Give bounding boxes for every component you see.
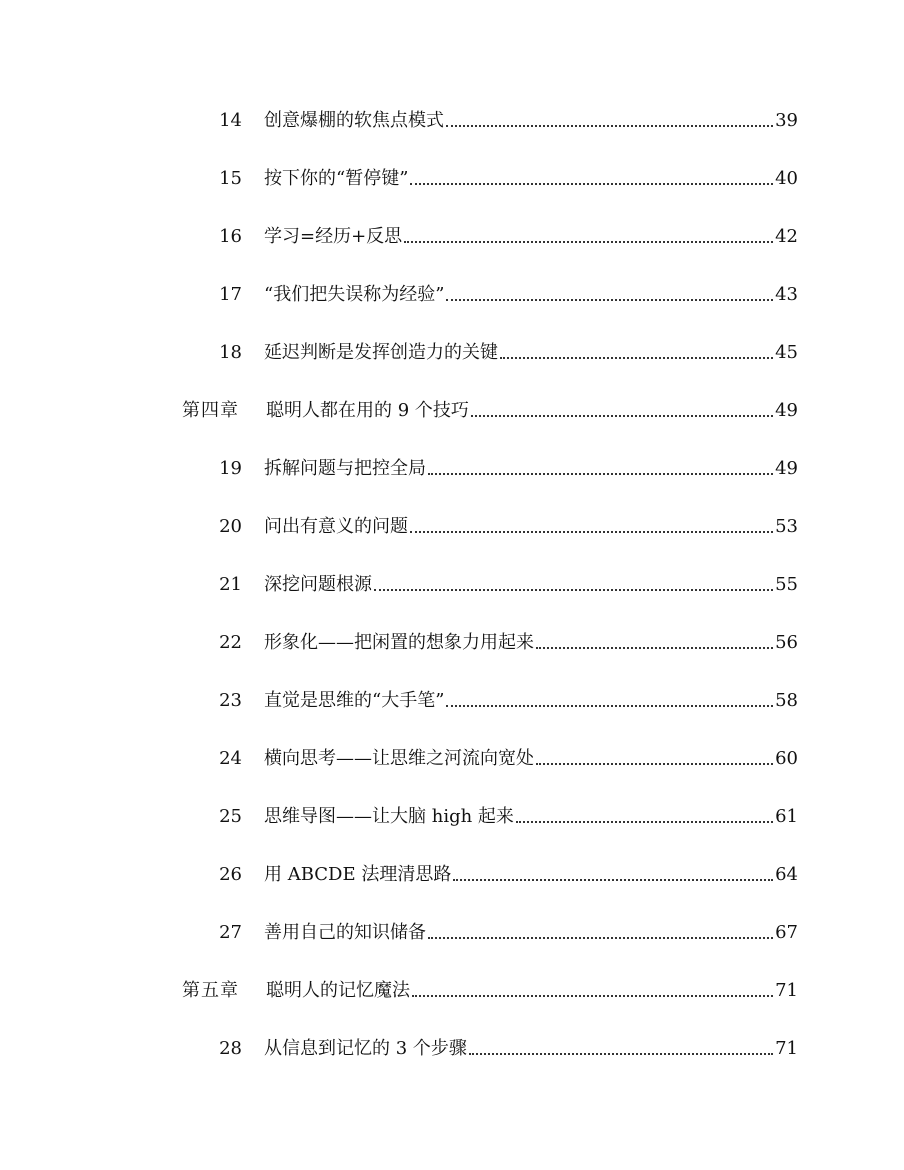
page-number: 49 xyxy=(775,400,798,421)
toc-section-row[interactable] xyxy=(182,276,798,306)
page-number: 39 xyxy=(775,110,798,131)
dot-leader xyxy=(410,183,773,185)
dot-leader xyxy=(374,589,773,591)
page-number: 49 xyxy=(775,458,798,479)
entry-title: 延迟判断是发挥创造力的关键 xyxy=(264,342,498,363)
page-number: 58 xyxy=(775,690,798,711)
entry-title: 创意爆棚的软焦点模式 xyxy=(264,110,444,131)
entry-title: 思维导图——让大脑 high 起来 xyxy=(264,806,514,827)
dot-leader xyxy=(446,705,773,707)
dot-leader xyxy=(446,125,773,127)
toc-section-row[interactable] xyxy=(182,218,798,248)
entry-title: 聪明人都在用的 9 个技巧 xyxy=(266,400,469,421)
page-number: 53 xyxy=(775,516,798,537)
section-number: 15 xyxy=(219,168,242,189)
section-number: 26 xyxy=(219,864,242,885)
dot-leader xyxy=(446,299,773,301)
entry-title: 从信息到记忆的 3 个步骤 xyxy=(264,1038,467,1059)
section-number: 17 xyxy=(219,284,242,305)
toc-section-row[interactable] xyxy=(182,450,798,480)
section-number: 14 xyxy=(219,110,242,131)
toc-section-row[interactable] xyxy=(182,856,798,886)
entry-title: 直觉是思维的“大手笔” xyxy=(264,690,445,711)
page-number: 55 xyxy=(775,574,798,595)
page-number: 40 xyxy=(775,168,798,189)
section-number: 19 xyxy=(219,458,242,479)
dot-leader xyxy=(453,879,773,881)
page-number: 71 xyxy=(775,980,798,1001)
dot-leader xyxy=(516,821,773,823)
dot-leader xyxy=(469,1053,773,1055)
dot-leader xyxy=(471,415,773,417)
entry-title: “我们把失误称为经验” xyxy=(264,284,445,305)
dot-leader xyxy=(428,937,773,939)
section-number: 23 xyxy=(219,690,242,711)
toc-section-row[interactable] xyxy=(182,1030,798,1060)
page-number: 42 xyxy=(775,226,798,247)
dot-leader xyxy=(412,995,773,997)
entry-title: 聪明人的记忆魔法 xyxy=(266,980,410,1001)
dot-leader xyxy=(404,241,773,243)
section-number: 18 xyxy=(219,342,242,363)
entry-title: 横向思考——让思维之河流向宽处 xyxy=(264,748,534,769)
page-number: 67 xyxy=(775,922,798,943)
entry-title: 用 ABCDE 法理清思路 xyxy=(264,864,452,885)
toc-section-row[interactable] xyxy=(182,508,798,538)
toc-section-row[interactable] xyxy=(182,624,798,654)
section-number: 21 xyxy=(219,574,242,595)
page-number: 56 xyxy=(775,632,798,653)
section-number: 16 xyxy=(219,226,242,247)
toc-section-row[interactable] xyxy=(182,334,798,364)
chapter-label: 第五章 xyxy=(182,980,239,1001)
section-number: 28 xyxy=(219,1038,242,1059)
toc-section-row[interactable] xyxy=(182,914,798,944)
toc-chapter-row[interactable] xyxy=(182,972,798,1002)
section-number: 20 xyxy=(219,516,242,537)
entry-title: 拆解问题与把控全局 xyxy=(264,458,426,479)
dot-leader xyxy=(500,357,773,359)
toc-section-row[interactable] xyxy=(182,160,798,190)
entry-title: 问出有意义的问题 xyxy=(264,516,408,537)
page-number: 61 xyxy=(775,806,798,827)
dot-leader xyxy=(536,763,773,765)
entry-title: 学习=经历+反思 xyxy=(264,226,403,247)
toc-section-row[interactable] xyxy=(182,102,798,132)
toc-section-row[interactable] xyxy=(182,566,798,596)
toc-section-row[interactable] xyxy=(182,740,798,770)
page-number: 45 xyxy=(775,342,798,363)
entry-title: 善用自己的知识储备 xyxy=(264,922,426,943)
toc-section-row[interactable] xyxy=(182,798,798,828)
dot-leader xyxy=(536,647,773,649)
section-number: 24 xyxy=(219,748,242,769)
section-number: 25 xyxy=(219,806,242,827)
toc-section-row[interactable] xyxy=(182,682,798,712)
entry-title: 按下你的“暂停键” xyxy=(264,168,409,189)
page-number: 60 xyxy=(775,748,798,769)
page-number: 71 xyxy=(775,1038,798,1059)
dot-leader xyxy=(410,531,773,533)
entry-title: 形象化——把闲置的想象力用起来 xyxy=(264,632,534,653)
section-number: 27 xyxy=(219,922,242,943)
page-number: 64 xyxy=(775,864,798,885)
page-number: 43 xyxy=(775,284,798,305)
dot-leader xyxy=(428,473,773,475)
section-number: 22 xyxy=(219,632,242,653)
chapter-label: 第四章 xyxy=(182,400,239,421)
entry-title: 深挖问题根源 xyxy=(264,574,372,595)
toc-chapter-row[interactable] xyxy=(182,392,798,422)
